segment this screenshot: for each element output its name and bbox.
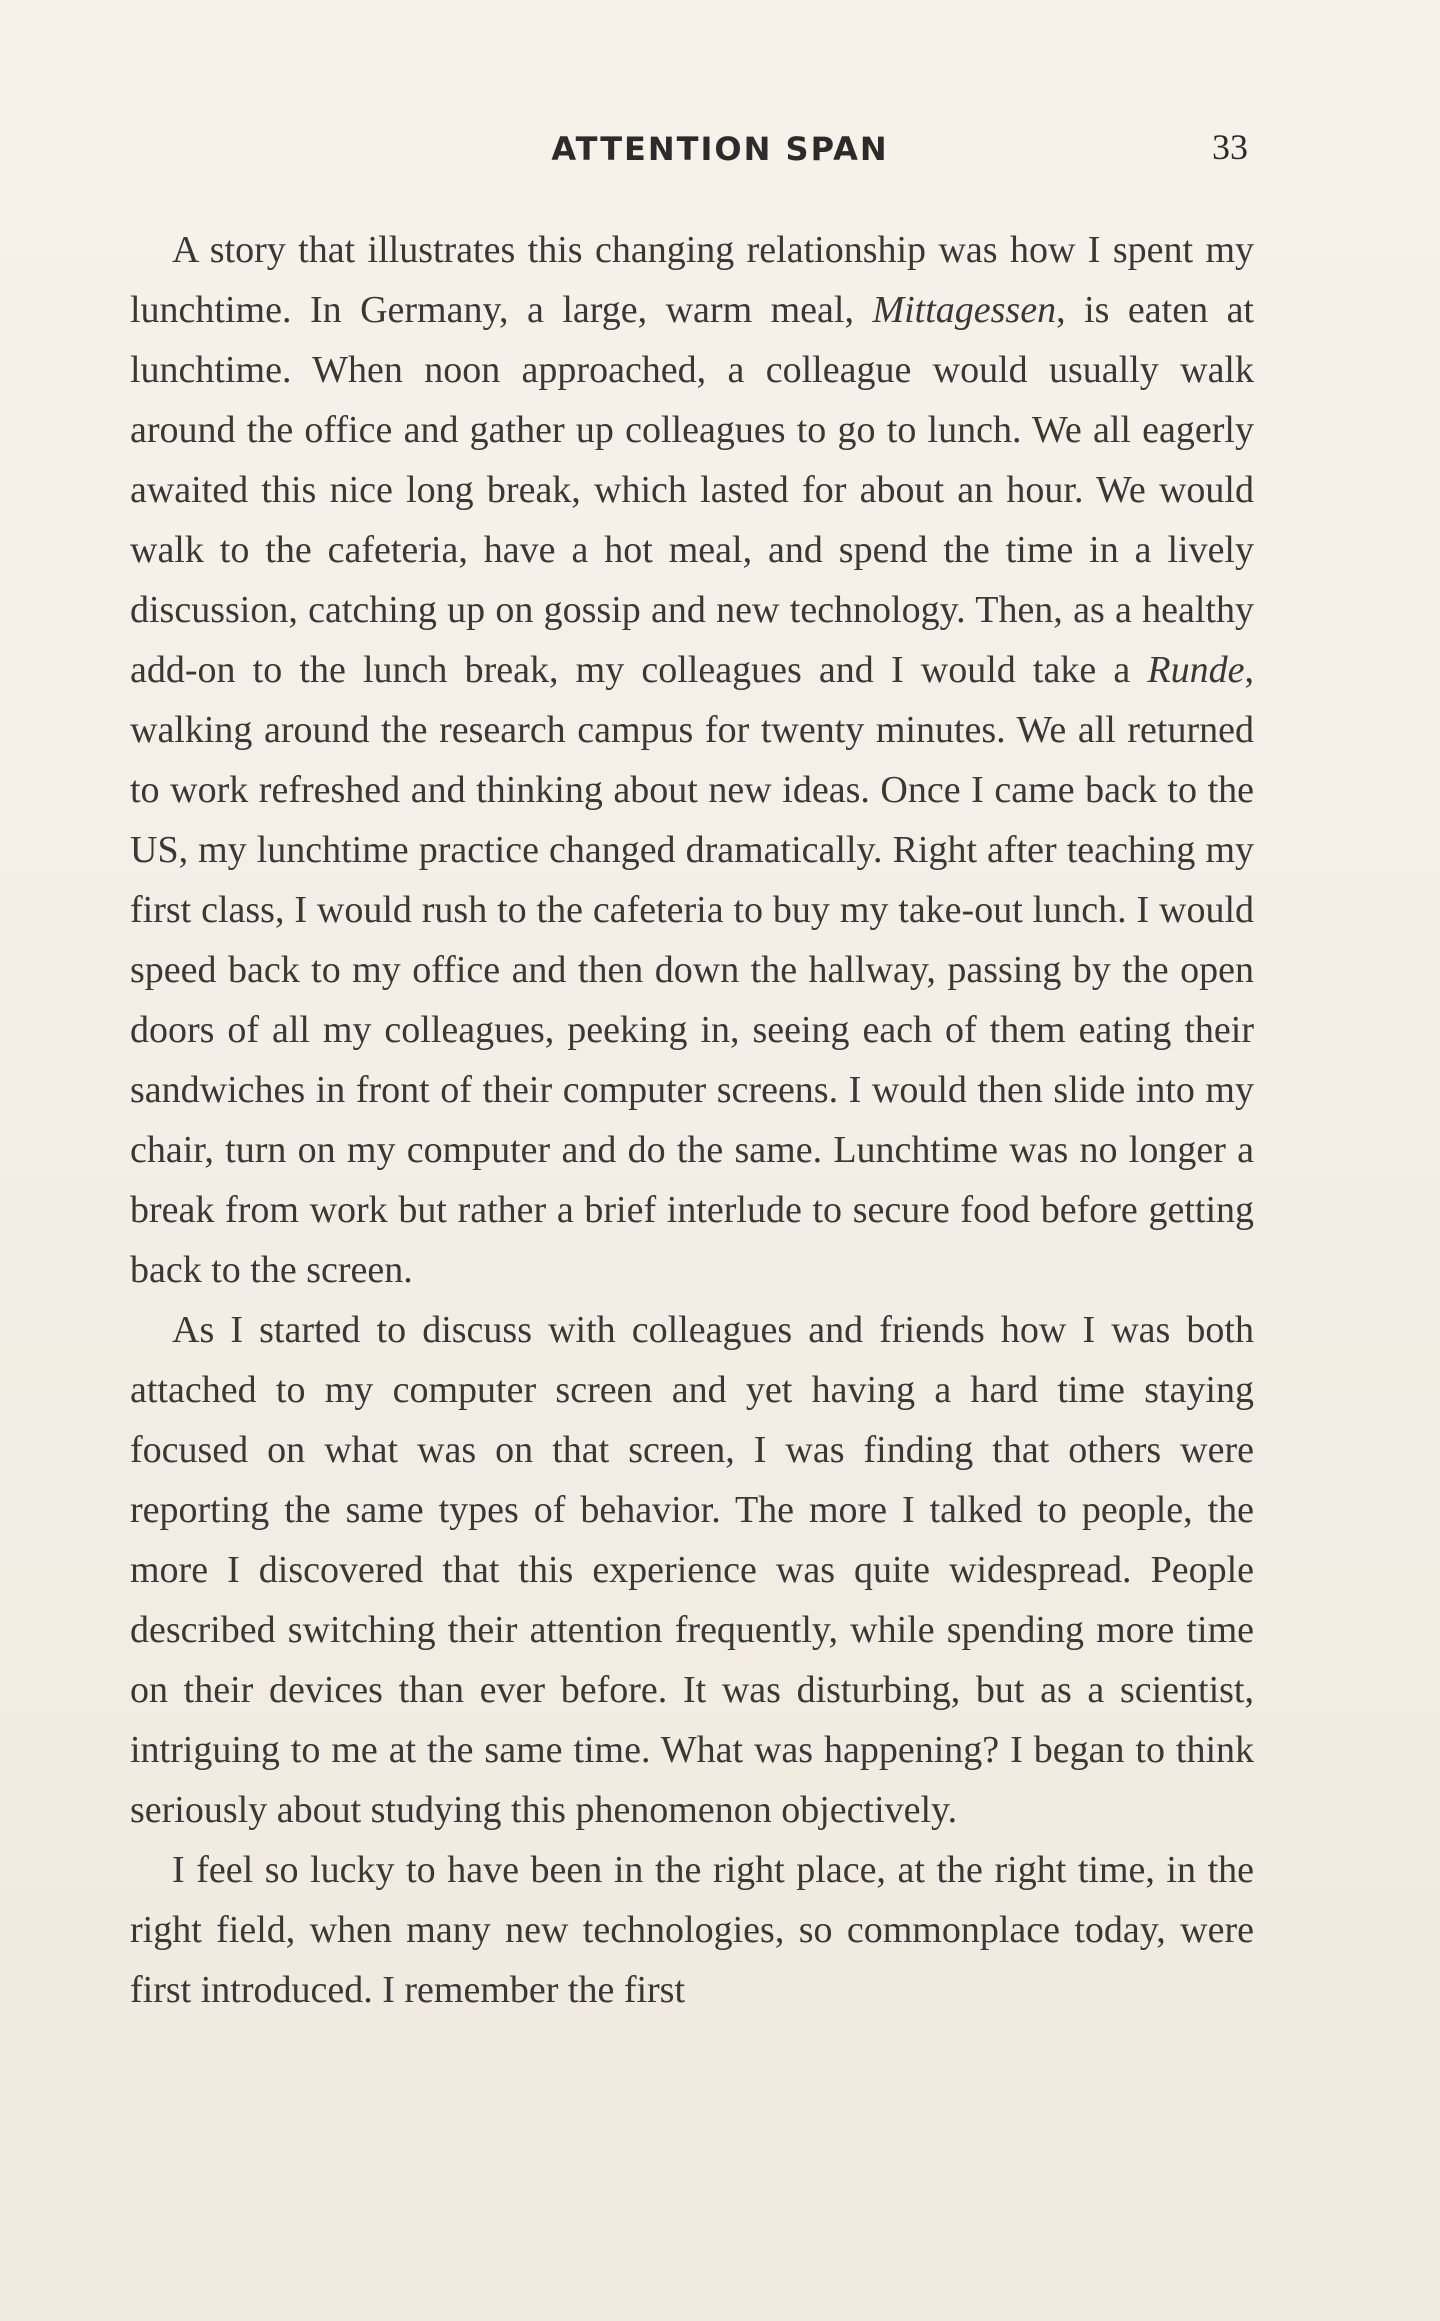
running-head — [0, 126, 1440, 176]
paragraph-1 — [130, 220, 1254, 1300]
paragraph-1-text-a: A story that illustrates this changing relationship was how I spent my lunchtime. In Germany, a large, warm meal, — [130, 229, 1254, 331]
running-title: ATTENTION SPAN — [551, 130, 889, 168]
body-text — [130, 220, 1254, 2020]
paragraph-1-text-c: , is eaten at lunchtime. When noon approached, a colleague would usually walk around the office and gather up colleagues to go to lunch. We all eagerly awaited this nice long break, which lasted for about an hour. We would walk to the cafeteria, have a hot meal, and spend the time in a lively discussion, catching up on gossip and new technology. Then, as a healthy add-on to the lunch break, my colleagues and I would take a — [130, 289, 1254, 691]
paragraph-3: I feel so lucky to have been in the right place, at the right time, in the right field, when many new technologies, so commonplace today, were first introduced. I remember the first — [130, 1849, 1254, 2011]
page-number: 33 — [1212, 127, 1248, 167]
term-runde: Runde — [1147, 649, 1245, 691]
term-mittagessen: Mittagessen — [872, 289, 1057, 331]
paragraph-1-text-e: , walking around the research campus for twenty minutes. We all returned to work refreshed and thinking about new ideas. Once I came back to the US, my lunchtime practice changed dramatically. Right after teaching my first class, I would rush to the cafeteria to buy my take-out lunch. I would speed back to my office and then down the hallway, passing by the open doors of all my colleagues, peeking in, seeing each of them eating their sandwiches in front of their computer screens. I would then slide into my chair, turn on my computer and do the same. Lunchtime was no longer a break from work but rather a brief interlude to secure food before getting back to the screen. — [130, 649, 1254, 1291]
paragraph-2: As I started to discuss with colleagues and friends how I was both attached to my computer screen and yet having a hard time staying focused on what was on that screen, I was finding that others were reporting the same types of behavior. The more I talked to people, the more I discovered that this experience was quite widespread. People described switching their attention frequently, while spending more time on their devices than ever before. It was disturbing, but as a scientist, intriguing to me at the same time. What was happening? I began to think seriously about studying this phenomenon objectively. — [130, 1309, 1254, 1831]
